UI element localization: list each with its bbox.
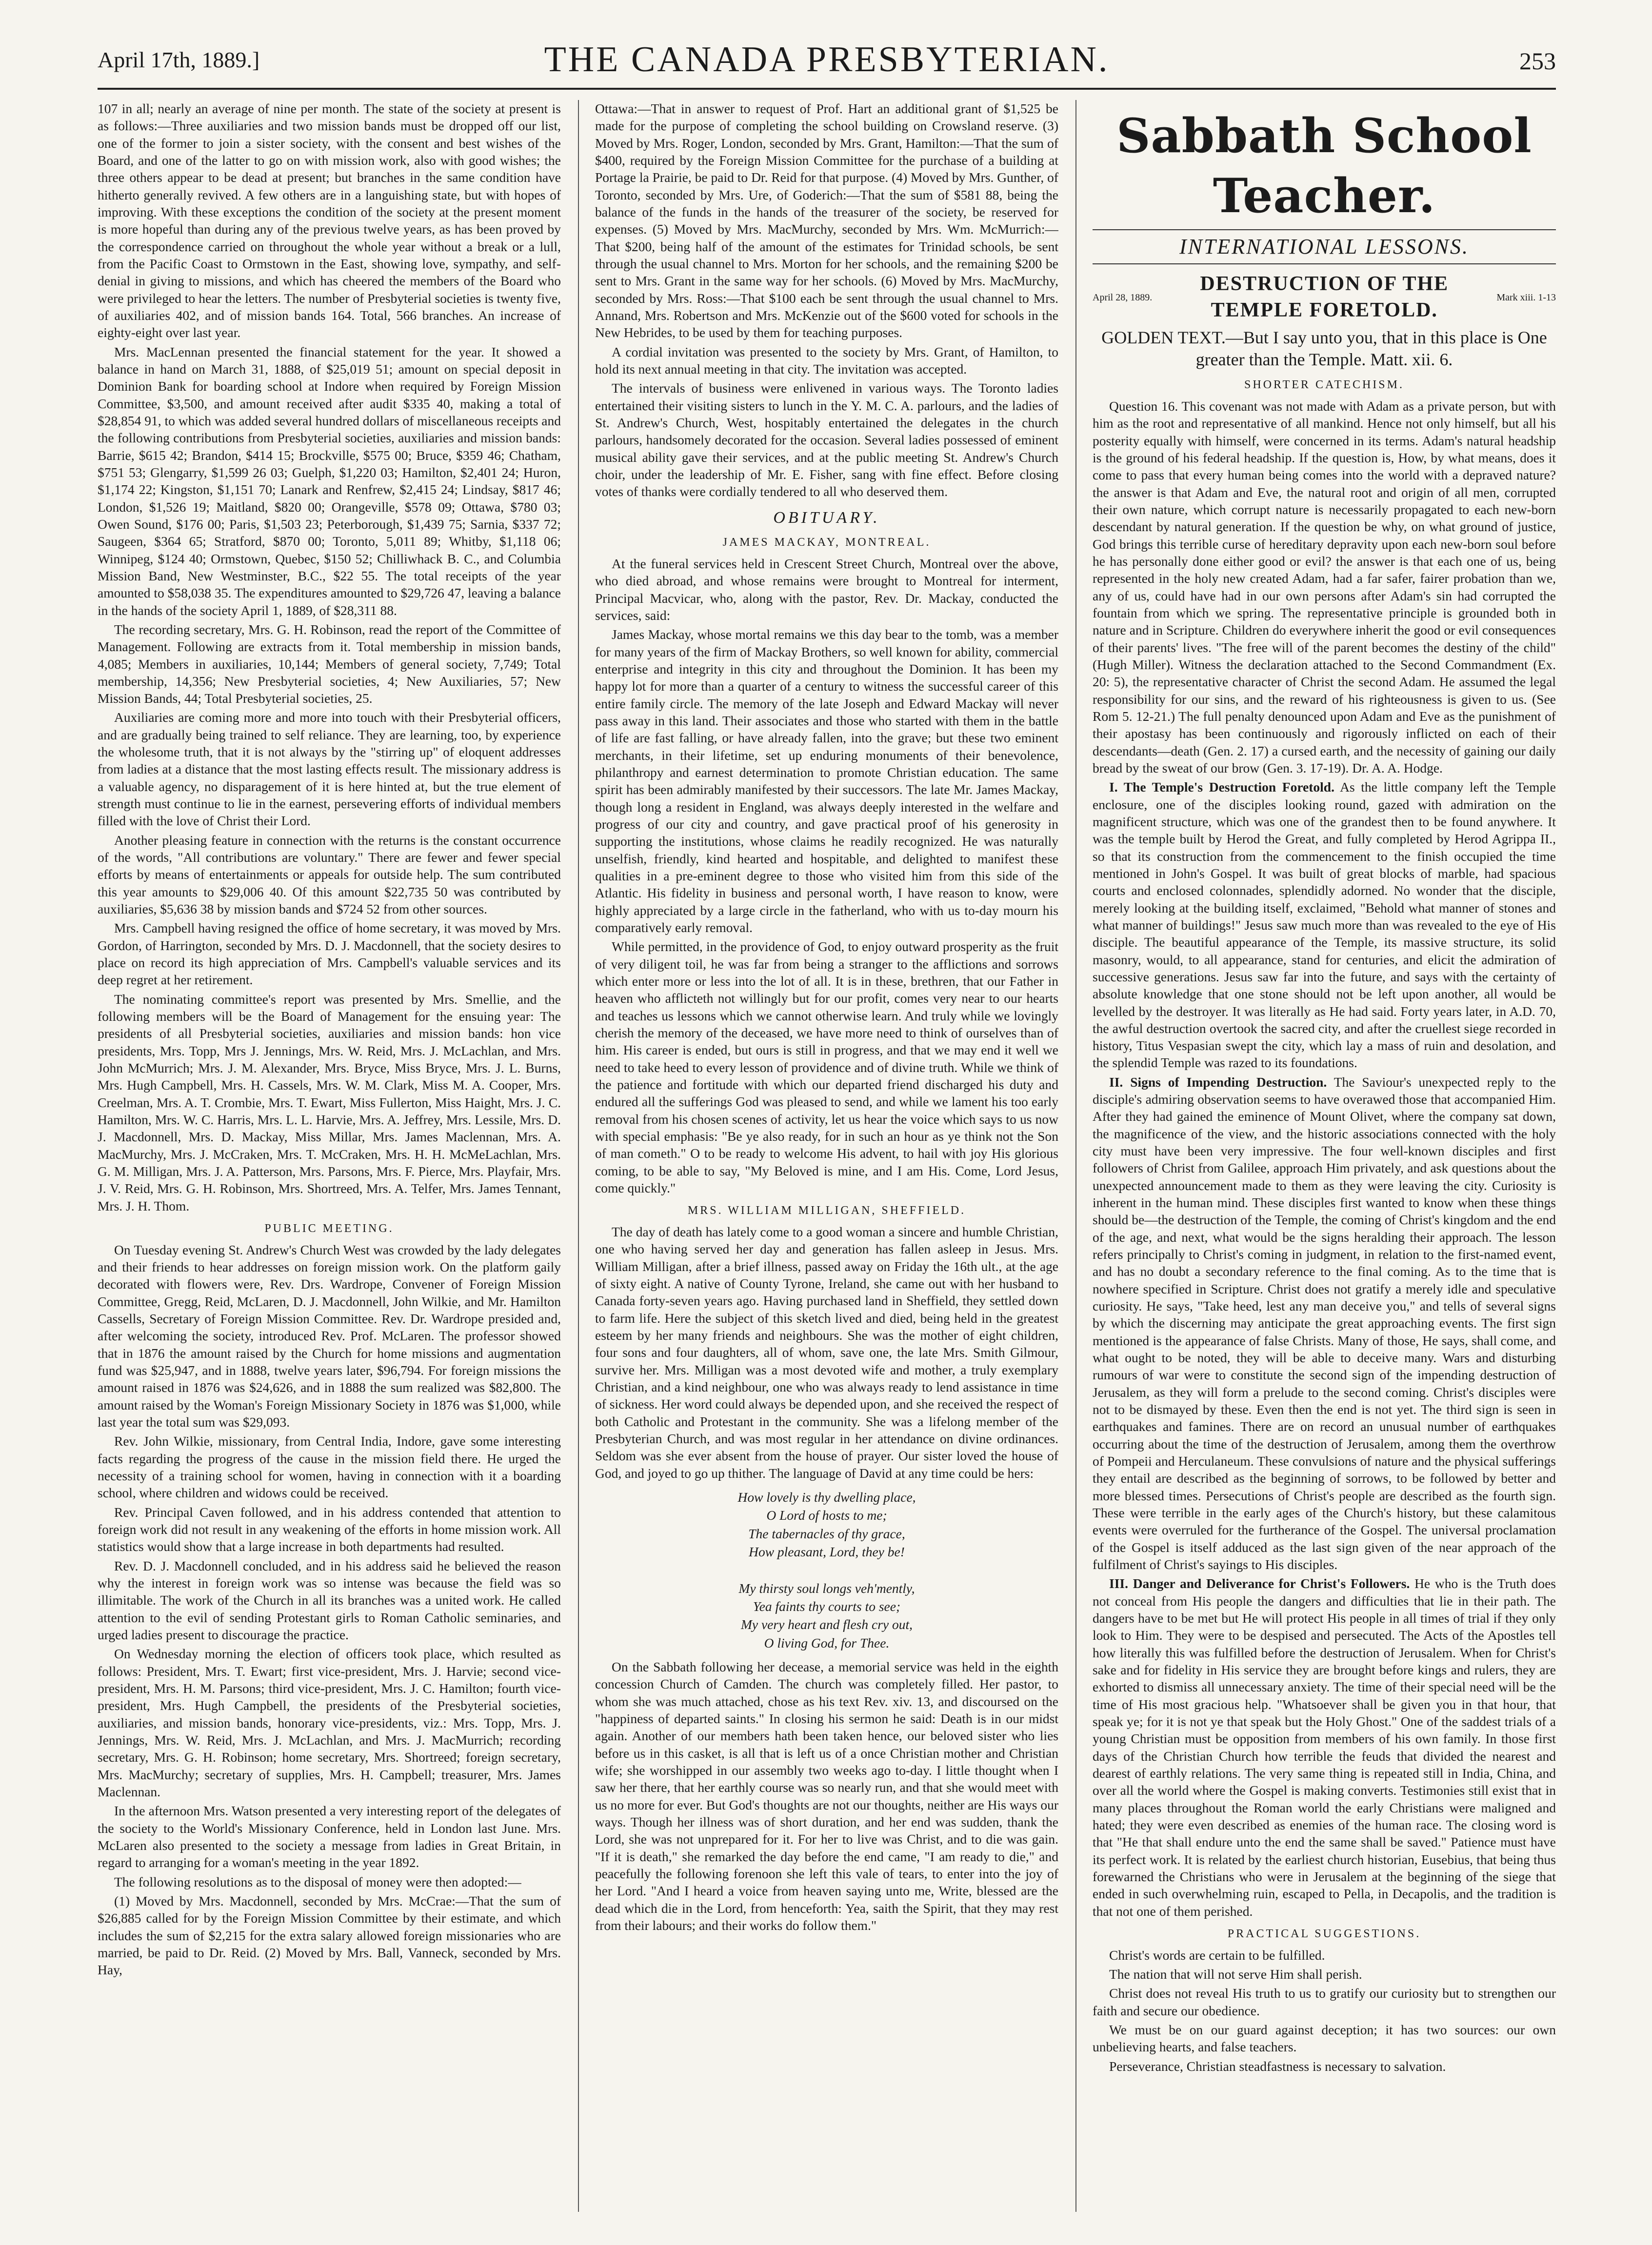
section-title: Sabbath School Teacher. xyxy=(1116,108,1532,224)
section-subtitle: INTERNATIONAL LESSONS. xyxy=(1093,229,1556,265)
paragraph: The day of death has lately come to a good woman a sincere and humble Christian, one who having served her day and generation has fallen asleep in Jesus. Mrs. William Milligan, after a brief illness, passed away on Friday the 16th ult., at the age of sixty eight. A native of County Tyrone, Ireland, she came out with her husband to Canada forty-seven years ago. Having purchased land in Sheffield, they settled down to farm life. Here the subject of this sketch lived and died, being held in the greatest esteem by her many friends and neighbours. She was the mother of eight children, four sons and four daughters, all of whom, save one, the late Mrs. Smith Gilmour, survive her. Mrs. Milligan was a most devoted wife and mother, a truly exemplary Christian, and a kind neighbour, one who was always ready to lend assistance in time of sickness. Her word could always be depended upon, and she received the respect of both Catholic and Protestant in the community. She was a lifelong member of the Presbyterian Church, and was most regular in her attendance on divine ordinances. Seldom was she ever absent from the house of prayer. Our sister loved the house of God, and joyed to go up thither. The language of David at any time could be hers: xyxy=(595,1224,1058,1481)
column-2 xyxy=(595,100,1058,2212)
poem-line: How pleasant, Lord, they be! xyxy=(749,1544,905,1559)
paragraph: The nominating committee's report was presented by Mrs. Smellie, and the following members will be the Board of Management for the ensuing year: The presidents of all Presbyterial societies, auxiliaries and mission bands: hon vice presidents, Mrs. Topp, Mrs J. Jennings, Mrs. W. Reid, Mrs. J. McLachlan, and Mrs. John McMurrich; Mrs. J. M. Alexander, Mrs. Bryce, Miss Bryce, Mrs. J. L. Burns, Mrs. Hugh Campbell, Mrs. H. Cassels, Mrs. W. M. Clark, Miss M. A. Cooper, Mrs. Creelman, Mrs. A. T. Crombie, Mrs. T. Ewart, Miss Fullerton, Miss Haight, Mrs. J. C. Hamilton, Mrs. W. C. Harris, Mrs. L. L. Harvie, Mrs. A. Jeffrey, Mrs. Lessile, Mrs. D. J. Macdonnell, Mrs. D. Mackay, Miss Millar, Mrs. James Maclennan, Mrs. A. MacMurchy, Mrs. J. McCraken, Mrs. T. McCraken, Mrs. H. H. McMeLachlan, Mrs. G. M. Milligan, Mrs. J. A. Patterson, Mrs. Parsons, Mrs. F. Pierce, Mrs. Playfair, Mrs. J. V. Reid, Mrs. G. H. Robinson, Mrs. Shortreed, Mrs. A. Telfer, Mrs. James Tennant, Mrs. J. H. Thom. xyxy=(98,991,561,1213)
paragraph: The intervals of business were enlivened in various ways. The Toronto ladies entertained their visiting sisters to lunch in the Y. M. C. A. parlours, and the ladies of St. Andrew's Church, West, hospitably entertained the delegates in the church parlours, handsomely decorated for the occasion. Several ladies possessed of eminent musical ability gave their services, and at the public meeting St. Andrew's Church choir, under the leadership of Mr. E. Fisher, sang with fine effect. Before closing votes of thanks were cordially tendered to all who deserved them. xyxy=(595,380,1058,499)
suggestion: The nation that will not serve Him shall perish. xyxy=(1109,1967,1362,1982)
paragraph: Mrs. MacLennan presented the financial statement for the year. It showed a balance in hand on March 31, 1888, of $25,019 51; amount on special deposit in Dominion Bank for boarding school at Indore when required by Foreign Mission Committee, $3,500, and amount received after audit $335 40, making a total of $28,854 91, to which was added several hundred dollars of miscellaneous receipts and the following contributions from Presbyterial societies, auxiliaries and mission bands: Barrie, $615 42; Brandon, $414 15; Brockville, $575 00; Bruce, $359 46; Chatham, $751 53; Glengarry, $1,599 26 03; Guelph, $1,220 03; Hamilton, $2,401 24; Huron, $1,174 22; Kingston, $1,151 70; Lanark and Renfrew, $2,415 24; Lindsay, $817 46; London, $1,526 19; Maitland, $820 00; Orangeville, $578 09; Ottawa, $780 03; Owen Sound, $176 00; Paris, $1,503 23; Peterborough, $1,439 75; Sarnia, $337 72; Saugeen, $364 65; Stratford, $870 00; Toronto, 5,011 89; Whitby, $1,118 06; Winnipeg, $124 40; Ormstown, Quebec, $150 52; Chilliwhack B. C., and Columbia Mission Band, New Westminster, B.C., $22 55. The total receipts of the year amounted to $58,038 35. The expenditures amounted to $29,726 47, leaving a balance in the hands of the society April 1, 1889, of $28,311 88. xyxy=(98,344,561,618)
paragraph: On Tuesday evening St. Andrew's Church West was crowded by the lady delegates and their friends to hear addresses on foreign mission work. On the platform gaily decorated with flowers were, Rev. Drs. Wardrope, Convener of Foreign Mission Committee, Gregg, Reid, McLaren, D. J. Macdonnell, John Wilkie, and Mr. Hamilton Cassells, Secretary of Foreign Mission Committee. Rev. Dr. Wardrope presided and, after welcoming the society, introduced Rev. Prof. McLaren. The professor showed that in 1876 the amount raised by the Church for home missions and augmentation fund was $25,947, and in 1888, twelve years later, $96,794. For foreign missions the amount raised in 1876 was $24,626, and in 1888 the sum realized was $82,800. The amount raised by the Woman's Foreign Missionary Society in 1876 was $1,000, while last year the total sum was $29,093. xyxy=(98,1242,561,1430)
suggestion: Christ's words are certain to be fulfilled. xyxy=(1109,1947,1325,1963)
paragraph: (1) Moved by Mrs. Macdonnell, seconded by Mrs. McCrae:—That the sum of $26,885 called for by the Foreign Mission Committee by their estimate, and which includes the sum of $2,215 for the extra salary allowed foreign missionaries who are married, be paid to Dr. Reid. (2) Moved by Mrs. Ball, Vanneck, seconded by Mrs. Hay, xyxy=(98,1893,561,1978)
poem-line: O living God, for Thee. xyxy=(764,1635,890,1650)
obituary-heading: OBITUARY. xyxy=(773,508,880,527)
paragraph: 107 in all; nearly an average of nine per month. The state of the society at present is as follows:—Three auxiliaries and two mission bands must be dropped off our list, one of the former to join a sister society, with the consent and best wishes of the Board, and one of the latter to go on with mission work, also with good wishes; the three others appear to be dead at present; but branches in the same condition have hitherto generally revived. A few others are in a languishing state, but with hopes of improving. With these exceptions the condition of the society at the present moment is more hopeful than during any of the previous twelve years, as has been proved by the correspondence carried on throughout the whole year without a break or a lull, from the Pacific Coast to Ormstown in the East, showing love, sympathy, and self-denial in giving to missions, and which has cheered the members of the Board who were privileged to hear the letters. The number of Presbyterial societies is twenty five, of auxiliaries 402, and of mission bands 164. Total, 566 branches. An increase of eighty-eight over last year. xyxy=(98,101,561,340)
paragraph: Auxiliaries are coming more and more into touch with their Presbyterial officers, and are gradually being trained to self reliance. They are learning, too, by experience the wholesome truth, that it is not always by the "stirring up" of eloquent addresses from ladies at a distance that the most lasting effects result. The missionary address is a valuable agency, no disparagement of it is here hinted at, but the true element of strength must continue to lie in the earnest, persevering efforts of individual members filled with the love of Christ their Lord. xyxy=(98,710,561,829)
suggestion: Perseverance, Christian steadfastness is necessary to salvation. xyxy=(1109,2058,1446,2074)
paragraph: Ottawa:—That in answer to request of Prof. Hart an additional grant of $1,525 be made for the purpose of completing the school building on Crowsland reserve. (3) Moved by Mrs. Roger, London, seconded by Mrs. Grant, Hamilton:—That the sum of $400, required by the Foreign Mission Committee for the purchase of a building at Portage la Prairie, be paid to Dr. Reid for that purpose. (4) Moved by Mrs. Gunther, of Toronto, seconded by Mrs. Ure, of Goderich:—That the sum of $581 88, being the balance of the funds in the hands of the treasurer of the society, be reserved for expenses. (5) Moved by Mrs. MacMurchy, seconded by Mrs. Wm. McMurrich:—That $200, being half of the amount of the estimates for Trinidad schools, be sent through the usual channel to Mrs. Morton for her schools, and the remaining $200 be sent to Mrs. Grant in the same way for her schools. (6) Moved by Mrs. MacMurchy, seconded by Mrs. Ross:—That $100 each be sent through the usual channel to Mrs. Annand, Mrs. Robertson and Mrs. McKenzie out of the $600 voted for schools in the New Hebrides, to be used by them for teaching purposes. xyxy=(595,101,1058,340)
catechism-heading: SHORTER CATECHISM. xyxy=(1244,378,1404,392)
paragraph: In the afternoon Mrs. Watson presented a very interesting report of the delegates of the society to the World's Missionary Conference, held in London last June. Mrs. McLaren also presented to the society a message from ladies in Great Britain, in regard to arranging for a woman's meeting in the year 1892. xyxy=(98,1803,561,1870)
paragraph: Mrs. Campbell having resigned the office of home secretary, it was moved by Mrs. Gordon, of Harrington, seconded by Mrs. D. J. Macdonnell, that the society desires to place on record its high appreciation of Mrs. Campbell's valuable services and its deep regret at her retirement. xyxy=(98,920,561,988)
golden-text: GOLDEN TEXT.—But I say unto you, that in this place is One greater than the Temple. Matt. xii. 6. xyxy=(1101,328,1547,370)
poem-line: How lovely is thy dwelling place, xyxy=(737,1489,916,1505)
practical-heading: PRACTICAL SUGGESTIONS. xyxy=(1227,1927,1421,1940)
lesson-section-title: II. Signs of Impending Destruction. xyxy=(1109,1074,1327,1090)
column-rule xyxy=(578,100,579,2212)
column-1 xyxy=(98,100,561,2212)
lesson-section xyxy=(1093,778,1556,1072)
poem-line: My very heart and flesh cry out, xyxy=(740,1617,913,1632)
lesson-section-title: III. Danger and Deliverance for Christ's Followers. xyxy=(1109,1576,1410,1591)
poem-line: The tabernacles of thy grace, xyxy=(748,1526,905,1541)
obituary-name: MRS. WILLIAM MILLIGAN, SHEFFIELD. xyxy=(687,1204,966,1217)
paragraph: Question 16. This covenant was not made with Adam as a private person, but with him as the root and representative of all mankind. Hence not only himself, but all his posterity equally with himself, were concerned in its terms. Adam's natural headship is the ground of his federal headship. If the question is, How, by what means, does it come to pass that every human being comes into the world with a depraved nature? the answer is that Adam and Eve, the natural root and origin of all men, corrupted their own nature, which corrupt nature is necessarily propagated to each new-born descendant by natural generation. If the question be why, on what ground of justice, God brings this terrible curse of hereditary depravity upon each new-born soul before he has personally done either good or evil? the answer is that each one of us, being represented in the holy new created Adam, had a far safer, fairer probation than we, any of us, could have had in our own persons after Adam's sin had corrupted the fountain from which we spring. The representative principle is grounded both in nature and in Scripture. Children do everywhere inherit the good or evil consequences of their parents' lives. "The free will of the parent becomes the destiny of the child" (Hugh Miller). Witness the declaration attached to the Second Commandment (Ex. 20: 5), the representative character of Christ the second Adam. He assumed the legal responsibility for our sins, and the reward of his righteousness is given to us. (See Rom 5. 12-21.) The full penalty denounced upon Adam and Eve as the punishment of their apostasy has been continuously and rigorously inflicted on each of their descendants—death (Gen. 2. 17) a cursed earth, and the necessity of gaining our daily bread by the sweat of our brow (Gen. 3. 17-19). Dr. A. A. Hodge. xyxy=(1093,398,1556,775)
poem xyxy=(595,1489,1058,1651)
paragraph: Another pleasing feature in connection with the returns is the constant occurrence of the words, "All contributions are voluntary." There are fewer and fewer special efforts by means of entertainments or appeals for outside help. The sum contributed this year amounts to $29,006 40. Of this amount $22,735 50 was contributed by auxiliaries, $5,636 38 by mission bands and $724 52 from other sources. xyxy=(98,832,561,917)
suggestion: We must be on our guard against deception; it has two sources: our own unbelieving hearts, and false teachers. xyxy=(1093,2022,1556,2055)
paragraph: While permitted, in the providence of God, to enjoy outward prosperity as the fruit of very diligent toil, he was far from being a stranger to the afflictions and sorrows which enter more or less into the lot of all. It is in these, brethren, that our Father in heaven who afflicteth not willingly but for our profit, comes very near to our hearts and teaches us lessons which we cannot otherwise learn. And truly while we lovingly cherish the memory of the deceased, we have more need to think of ourselves than of him. His career is ended, but ours is still in progress, and that we may end it well we need to take heed to every lesson of providence and of divine truth. While we think of the patience and fortitude with which our departed friend discharged his duty and endured all the sufferings God was pleased to send, and while we lament his too early removal from his chosen scenes of activity, let us hear the voice which says to us now with special emphasis: "Be ye also ready, for in such an hour as ye think not the Son of man cometh." O to be ready to welcome His advent, to hail with joy His glorious coming, to be able to say, "My Beloved is mine, and I am His. Come, Lord Jesus, come quickly." xyxy=(595,939,1058,1195)
lesson-section xyxy=(1093,1575,1556,1920)
paragraph: James Mackay, whose mortal remains we this day bear to the tomb, was a member for many years of the firm of Mackay Brothers, so well known for ability, commercial enterprise and integrity in this city and throughout the Dominion. It has been my happy lot for more than a quarter of a century to witness the successful career of this entire family circle. The memory of the late Joseph and Edward Mackay will never pass away in this land. Their associates and those who started with them in the battle of life are fast falling, or have already fallen, into the grave; but these two eminent merchants, in their lifetime, set up enduring monuments of their benevolence, philanthropy and earnest determination to promote Christian education. The same spirit has been admirably manifested by their successors. The late Mr. James Mackay, though long a resident in England, was always deeply interested in the welfare and progress of our city and country, and gave practical proof of his generosity in supporting the institutions, whose claims he readily recognized. He was naturally unselfish, friendly, kind hearted and hospitable, and delighted to manifest these qualities in a pre-eminent degree to those who visited him from this side of the Atlantic. His fidelity in business and personal worth, I have reason to know, were highly appreciated by a large circle in the fatherland, who with us to-day mourn his comparatively early removal. xyxy=(595,627,1058,935)
masthead xyxy=(98,34,1556,90)
issue-date: April 17th, 1889.] xyxy=(98,47,260,72)
paragraph: On the Sabbath following her decease, a memorial service was held in the eighth concession Church of Camden. The church was completely filled. Her pastor, to whom she was much attached, chose as his text Rev. xiv. 13, and discoursed on the "happiness of departed saints." In closing his sermon he said: Death is in our midst again. Another of our members hath been taken hence, our beloved sister who lies before us in this casket, is all that is left us of a once Christian mother and Christian wife; she worshipped in our assembly two weeks ago to-day. I little thought when I saw her there, that her earthly course was so nearly run, and that she would meet with us no more for ever. But God's thoughts are not our thoughts, neither are His ways our ways. Though her illness was of short duration, and her end was sudden, thank the Lord, she was not unprepared for it. For her to live was Christ, and to die was gain. "If it is death," she remarked the day before the end came, "I am ready to die," and peacefully the following forenoon she left this vale of tears, to enter into the joy of her Lord. "And I heard a voice from heaven saying unto me, Write, blessed are the dead which die in the Lord, from henceforth: Yea, saith the Spirit, that they may rest from their labours; and their works do follow them." xyxy=(595,1659,1058,1933)
poem-line: Yea faints thy courts to see; xyxy=(753,1598,901,1614)
paragraph: A cordial invitation was presented to the society by Mrs. Grant, of Hamilton, to hold its next annual meeting in that city. The invitation was accepted. xyxy=(595,344,1058,377)
obituary-name: JAMES MACKAY, MONTREAL. xyxy=(722,536,931,549)
paragraph: Rev. Principal Caven followed, and in his address contended that attention to foreign work did not result in any weakening of the efforts in home mission work. All statistics would show that a large increase in both departments had resulted. xyxy=(98,1504,561,1554)
paragraph: Rev. D. J. Macdonnell concluded, and in his address said he believed the reason why the interest in foreign work was so intense was because the field was so illimitable. The work of the Church in all its branches was a united work. He called attention to the evil of sending Protestant girls to Roman Catholic seminaries, and urged ladies present to discourage the practice. xyxy=(98,1558,561,1643)
paragraph: The following resolutions as to the disposal of money were then adopted:— xyxy=(114,1874,521,1889)
paragraph: On Wednesday morning the election of officers took place, which resulted as follows: President, Mrs. T. Ewart; first vice-president, Mrs. J. Harvie; second vice-president, Mrs. H. M. Parsons; third vice-president, Mrs. J. C. Hamilton; fourth vice-president, Mrs. Hugh Campbell, the presidents of the Presbyterial societies, auxiliaries, and mission bands, honorary vice-presidents, viz.: Mrs. Topp, Mrs. J. Jennings, Mrs. W. Reid, Mrs. J. McLachlan, and Mrs. J. MacMurrich; recording secretary, Mrs. G. H. Robinson; home secretary, Mrs. Shortreed; foreign secretary, Mrs. MacMurchy; secretary of supplies, Mrs. H. Campbell; treasurer, Mrs. James Maclennan. xyxy=(98,1646,561,1799)
lesson-section-body: The Saviour's unexpected reply to the disciple's admiring observation seems to have overawed those that accompanied Him. After they had gained the eminence of Mount Olivet, where the company sat down, the magnificence of the view, and the historic associations connected with the holy city must have been very impressive. The four well-known disciples and first followers of Christ from Galilee, approach Him privately, and ask questions about the unexpected announcement made to them as they were leaving the city. Curiosity is inherent in the human mind. These disciples first wanted to know when these things should be—the destruction of the Temple, the coming of Christ's kingdom and the end of the age, and next, what would be the signs heralding their approach. The lesson refers principally to Christ's coming in judgment, in relation to the first-named event, and has no doubt a secondary reference to the final coming. As to the time that is nowhere specified in Scripture. Christ does not gratify a merely idle and speculative curiosity. He says, "Take heed, lest any man deceive you," and tells of several signs by which the discerning may anticipate the great approaching events. The first sign mentioned is the appearance of false Christs. Many of those, He says, shall come, and what ought to be noted, they will be able to deceive many. Wars and disturbing rumours of war were to constitute the second sign of the impending destruction of Jerusalem, as they will form a prelude to the second coming. Christ's disciples were not to be dismayed by these. Even then the end is not yet. The third sign is seen in earthquakes and famines. There are on record an unusual number of earthquakes occurring about the time of the destruction of Jerusalem, among them the overthrow of Pompeii and Herculaneum. These convulsions of nature and the physical sufferings they entail are described as the beginning of sorrows, to be followed by better and more blessed times. Persecutions of Christ's people are described as the fourth sign. These were terrible in the early ages of the Church's history, but these calamitous events were overruled for the furtherance of the Gospel. The universal proclamation of the Gospel is itself adduced as the last sign given of the near approach of the fulfilment of Christ's sayings to His disciples. xyxy=(1093,1074,1556,1572)
lesson-section-body: As the little company left the Temple enclosure, one of the disciples looking round, gazed with admiration on the magnificent structure, which was one of the grandest then to be found anywhere. It was the temple built by Herod the Great, and fully completed by Herod Agrippa II., so that its construction from the commencement to the finish occupied the time mentioned in John's Gospel. It was built of great blocks of marble, had spacious courts and enclosed colonnades, splendidly adorned. No wonder that the disciple, merely looking at the building itself, exclaimed, "Behold what manner of stones and what manner of buildings!" Jesus saw much more than was revealed to the eye of His disciple. The beautiful appearance of the Temple, its massive structure, its solid masonry, would, to all appearance, stand for centuries, and elicit the admiration of successive generations. Jesus saw far into the future, and says with the certainty of absolute knowledge that one stone should not be left upon another, all would be levelled by the destroyer. It was literally as He had said. Forty years later, in A.D. 70, the awful destruction overtook the sacred city, and after the cruellest siege recorded in history, Titus Vespasian swept the city, which lay a mass of ruin and desolation, and the splendid Temple was razed to its foundations. xyxy=(1093,779,1556,1071)
public-meeting-heading: PUBLIC MEETING. xyxy=(264,1222,394,1235)
column-rule xyxy=(1075,100,1076,2212)
column-3 xyxy=(1093,100,1556,2212)
lesson-section-body: He who is the Truth does not conceal from His people the dangers and difficulties that lie in their path. The dangers have to be met but He will protect His people in all times of trial if they only look to Him. They were to be despised and persecuted. The Acts of the Apostles tell how literally this was fulfilled before the destruction of Jerusalem. When for Christ's sake and for fidelity in His service they are brought before kings and rulers, they are exhorted to dismiss all unnecessary anxiety. The time of their special need will be the time of His most gracious help. "Whatsoever shall be given you in that hour, that speak ye; for it is not ye that speak but the Holy Ghost." One of the saddest trials of a young Christian must be opposition from members of his own family. In those first days of the Christian Church how terrible the feuds that divided the nearest and dearest of earthly relations. The very same thing is repeated still in India, China, and over all the world where the Gospel is making converts. Testimonies still exist that in many places throughout the Roman world the early Christians were maligned and hated; they were even described as enemies of the human race. The closing word is that "He that shall endure unto the end the same shall be saved." Patience must have its perfect work. It is related by the earliest church historian, Eusebius, that being thus forewarned the Christians who were in Jerusalem at the beginning of the siege that ended in such overwhelming ruin, escaped to Pella, in Decapolis, and the tradition is that not one of them perished. xyxy=(1093,1576,1556,1919)
lesson-header xyxy=(1093,271,1556,324)
poem-line: My thirsty soul longs veh'mently, xyxy=(738,1580,915,1596)
newspaper-title: THE CANADA PRESBYTERIAN. xyxy=(544,40,1110,79)
paragraph: At the funeral services held in Crescent Street Church, Montreal over the above, who died abroad, and whose remains were brought to Montreal for interment, Principal Macvicar, who, along with the pastor, Rev. Dr. Mackay, conducted the services, said: xyxy=(595,556,1058,623)
practical-suggestions xyxy=(1093,1947,1556,2075)
page-number: 253 xyxy=(1519,47,1556,75)
paragraph: The recording secretary, Mrs. G. H. Robinson, read the report of the Committee of Management. Following are extracts from it. Total membership in mission bands, 4,085; Members in auxiliaries, 10,144; Members of general society, 7,749; Total membership, 14,356; New Presbyterial societies, 4; New Auxiliaries, 57; New Mission Bands, 44; Total Presbyterial societies, 25. xyxy=(98,621,561,706)
lesson-reference: Mark xiii. 1-13 xyxy=(1496,292,1556,303)
suggestion: Christ does not reveal His truth to us to gratify our curiosity but to strengthen our faith and secure our obedience. xyxy=(1093,1986,1556,2018)
lesson-date: April 28, 1889. xyxy=(1093,292,1153,303)
paragraph: Rev. John Wilkie, missionary, from Central India, Indore, gave some interesting facts regarding the progress of the cause in the mission field there. He urged the necessity of a training school for women, having in connection with it a boarding school, where children and widows could be received. xyxy=(98,1433,561,1501)
lesson-section-title: I. The Temple's Destruction Foretold. xyxy=(1109,779,1334,795)
lesson-title: DESTRUCTION OF THE TEMPLE FORETOLD. xyxy=(1200,273,1449,322)
poem-line xyxy=(595,1561,1058,1578)
lesson-section xyxy=(1093,1073,1556,1573)
poem-line: O Lord of hosts to me; xyxy=(766,1508,887,1523)
